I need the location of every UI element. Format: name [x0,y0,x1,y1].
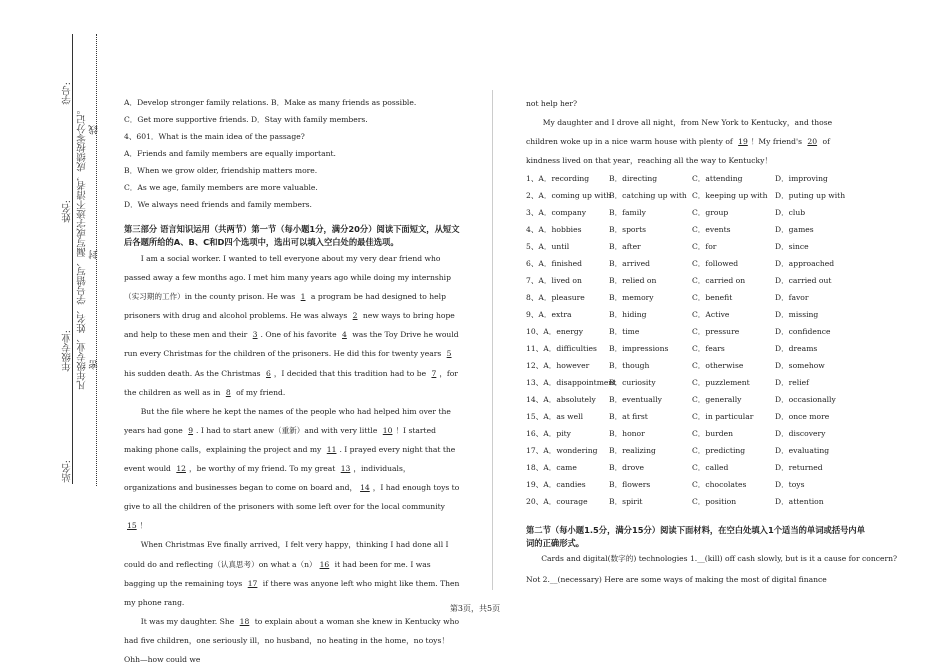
option-d[interactable]: D．somehow [775,361,825,371]
blank-4[interactable]: 4 [342,330,347,340]
blank-19[interactable]: 19 [738,137,748,147]
option-a[interactable]: 1、A．recording [526,174,590,184]
option-c[interactable]: C．followed [692,259,739,269]
option-d[interactable]: D．confidence [775,327,831,337]
blank-20[interactable]: 20 [807,137,818,147]
option-d[interactable]: D．returned [775,463,823,473]
option-b[interactable]: B．impressions [609,344,669,354]
option-c[interactable]: C．group [692,208,729,218]
blank-10[interactable]: 10 [382,425,393,435]
blank-17[interactable]: 17 [247,578,258,588]
option-d[interactable]: D．since [775,242,809,252]
option-d[interactable]: D．evaluating [775,446,830,456]
option-row [526,323,866,340]
option-b[interactable]: B．eventually [609,395,662,405]
option-c[interactable]: C．generally [692,395,742,405]
blank-8[interactable]: 8 [225,387,231,397]
blank-1[interactable]: 1 [300,292,306,302]
option-d[interactable]: D．discovery [775,429,826,439]
label-zhanming: 站名: [62,460,73,483]
option-row [526,391,866,408]
option-b[interactable]: B．sports [609,225,647,235]
option-row [526,255,866,272]
blank-16[interactable]: 16 [319,559,330,569]
option-d[interactable]: D．club [775,208,806,218]
option-a[interactable]: 12、A．however [526,361,590,371]
question-option-line: C．Get more supportive friends. D．Stay with family members. [124,115,368,124]
option-b[interactable]: B．flowers [609,480,651,490]
option-a[interactable]: 3、A．company [526,208,587,218]
option-a[interactable]: 18、A．came [526,463,577,473]
blank-14[interactable]: 14 [360,483,370,493]
blank-5[interactable]: 5 [446,349,452,359]
option-a[interactable]: 17、A．wondering [526,446,598,456]
option-a[interactable]: 14、A．absolutely [526,395,596,405]
question-option-line: A．Friends and family members are equally important. [124,149,336,158]
option-c[interactable]: C．called [692,463,729,473]
label-nianji: 年级专业: [62,330,73,372]
option-a[interactable]: 10、A．energy [526,327,583,337]
option-a[interactable]: 16、A．pity [526,429,571,439]
option-d[interactable]: D．once more [775,412,830,422]
option-c[interactable]: C．chocolates [692,480,747,490]
option-d[interactable]: D．relief [775,378,809,388]
option-d[interactable]: D．occasionally [775,395,836,405]
option-row [526,493,866,510]
option-row [526,459,866,476]
option-row [526,221,866,238]
option-c[interactable]: C．in particular [692,412,754,422]
option-a[interactable]: 13、A．disappointment [526,378,617,388]
option-c[interactable]: C．events [692,225,731,235]
option-a[interactable]: 9、A．extra [526,310,572,320]
seal-word-feng: 封 [89,250,100,260]
option-d[interactable]: D．dreams [775,344,818,354]
option-a[interactable]: 5、A．until [526,242,570,252]
question-option-line: C．As we age, family members are more valuable. [124,183,318,192]
option-d[interactable]: D．improving [775,174,828,184]
blank-13[interactable]: 13 [340,464,351,474]
option-c[interactable]: C．burden [692,429,734,439]
binding-instruction: 凡年级专业、姓名、学号错写、漏写或字迹不清者，成绩按零分记。 [77,105,88,390]
passage-paragraph-1: I am a social worker. I wanted to tell everyone about my very dear friend who passed away a few months ago. I met him many years ago while doing my internship（实习期的工作）in the county prison. He was 1 a program be had designed to help prisoners with drug and alcohol problems. He was always 2 new ways to bring hope and help to these men and their 3 . One of his favorite 4 was the Toy Drive he would run every Christmas for the children of the prisoners. He did this for twenty years 5 his sudden death. As the Christmas 6 ，I decided that this tradition had to be 7 ，for the children as well as in 8 of my friend. [124,254,459,397]
right-column [526,94,898,588]
option-b[interactable]: B．catching up with [609,191,687,201]
option-c[interactable]: C．fears [692,344,725,354]
option-c[interactable]: C．predicting [692,446,746,456]
blank-7[interactable]: 7 [431,368,437,378]
option-d[interactable]: D．missing [775,310,819,320]
blank-12[interactable]: 12 [176,464,186,474]
grammar-fill-line: Cards and digital(数字的) technologies 1.__(kill) off cash slowly, but is it a cause for concern? [541,554,898,564]
option-row [526,442,866,459]
option-a[interactable]: 4、A．hobbies [526,225,582,235]
option-b[interactable]: B．arrived [609,259,651,269]
option-b[interactable]: B．time [609,327,640,337]
blank-11[interactable]: 11 [326,444,337,454]
column-divider [492,90,493,590]
option-row [526,204,866,221]
option-d[interactable]: D．puting up with [775,191,846,201]
option-a[interactable]: 2、A．coming up with [526,191,612,201]
blank-9[interactable]: 9 [188,425,194,435]
seal-word-mi: 密 [89,360,100,370]
binding-dotted-line [96,34,97,486]
option-b[interactable]: B．honor [609,429,645,439]
option-b[interactable]: B．memory [609,293,654,303]
option-row [526,340,866,357]
options-list [526,170,866,510]
blank-15[interactable]: 15 [127,521,137,531]
option-b[interactable]: B．directing [609,174,658,184]
question-stem: 4、601．What is the main idea of the passage? [124,132,305,141]
option-row [526,374,866,391]
option-b[interactable]: B．realizing [609,446,656,456]
grammar-fill-line: Not 2.__(necessary) Here are some ways of making the most of digital finance [526,575,827,585]
option-d[interactable]: D．carried out [775,276,832,286]
blank-2[interactable]: 2 [352,311,358,321]
option-b[interactable]: B．hiding [609,310,647,320]
cloze-passage-continued [526,94,866,170]
option-d[interactable]: D．attention [775,497,824,507]
option-c[interactable]: C．for [692,242,717,252]
passage-paragraph-5: My daughter and I drove all night，from New York to Kentucky，and those children woke up in a nice warm house with plenty of 19 ！My friend's 20 of kindness lived on that year，reaching all the way to Kentucky！ [526,118,833,166]
blank-3[interactable]: 3 [252,330,258,340]
option-d[interactable]: D．favor [775,293,809,303]
option-row [526,272,866,289]
option-row [526,408,866,425]
question-option-line: B．When we grow older, friendship matters more. [124,166,318,175]
option-a[interactable]: 6、A．finished [526,259,583,269]
page-footer: 第3页，共5页 [449,604,501,613]
passage-paragraph-2: But the file where he kept the names of the people who had helped him over the years had gone 9 . I had to start anew（重新）and with very little 10 ！I started making phone calls，explaining the project and my 11 . I prayed every night that the event would 12 ，be worthy of my friend. To my great 13 ，individuals，organizations and businesses began to come on board and， 14 ，I had enough toys to give to all the children of the prisoners with some left over for the local community 15 ！ [124,406,460,531]
option-a[interactable]: 7、A．lived on [526,276,582,286]
option-a[interactable]: 11、A．difficulties [526,344,597,354]
seal-word-xian: 线 [89,125,100,135]
option-row [526,187,866,204]
option-c[interactable]: C．benefit [692,293,733,303]
option-c[interactable]: C．puzzlement [692,378,750,388]
question-option-line: A．Develop stronger family relations. B．Make as many friends as possible. [124,98,417,107]
option-b[interactable]: B．family [609,208,646,218]
label-xingming: 姓名: [62,200,73,223]
question-option-line: D．We always need friends and family members. [124,200,312,209]
option-d[interactable]: D．approached [775,259,835,269]
option-row [526,238,866,255]
option-b[interactable]: B．spirit [609,497,643,507]
option-row [526,289,866,306]
passage-paragraph-4: It was my daughter. She 18 to explain about a woman she knew in Kentucky who had five children，one seriously ill，no husband，no heating in the home，no toys！Ohh—how could we [124,616,460,664]
option-d[interactable]: D．toys [775,480,805,490]
option-row [526,170,866,187]
option-a[interactable]: 19、A．candies [526,480,586,490]
option-c[interactable]: C．position [692,497,737,507]
option-c[interactable]: C．carried on [692,276,746,286]
section2-heading: 第二节（每小题1.5分，满分15分）阅读下面材料，在空白处填入1个适当的单词或括号内单词的正确形式。 [526,525,866,549]
option-c[interactable]: C．pressure [692,327,740,337]
label-xuehao: 学号: [62,82,73,105]
option-a[interactable]: 8、A．pleasure [526,293,585,303]
left-column [124,94,460,669]
option-c[interactable]: C．keeping up with [692,191,768,201]
blank-6[interactable]: 6 [265,368,271,378]
option-row [526,425,866,442]
option-c[interactable]: C．Active [692,310,730,320]
option-row [526,306,866,323]
option-row [526,357,866,374]
option-d[interactable]: D．games [775,225,814,235]
option-a[interactable]: 20、A．courage [526,497,588,507]
option-b[interactable]: B．drove [609,463,645,473]
option-b[interactable]: B．curiosity [609,378,656,388]
option-a[interactable]: 15、A．as well [526,412,584,422]
option-b[interactable]: B．at first [609,412,648,422]
option-b[interactable]: B．after [609,242,641,252]
option-b[interactable]: B．relied on [609,276,657,286]
blank-18[interactable]: 18 [239,616,250,626]
option-c[interactable]: C．attending [692,174,743,184]
option-c[interactable]: C．otherwise [692,361,744,371]
option-b[interactable]: B．though [609,361,650,371]
option-row [526,476,866,493]
passage-continuation: not help her? [526,99,578,108]
section3-heading: 第三部分 语言知识运用（共两节）第一节（每小题1分，满分20分）阅读下面短文，从短文后各题所给的A、B、C和D四个选项中，选出可以填入空白处的最佳选项。 [124,224,460,247]
passage-paragraph-3: When Christmas Eve finally arrived，I felt very happy，thinking I had done all I could do and reflecting（认真思考）on what a（n） 16 it had been for me. I was bagging up the remaining toys 17 if there was anyone left who might like them. Then my phone rang. [124,540,460,607]
